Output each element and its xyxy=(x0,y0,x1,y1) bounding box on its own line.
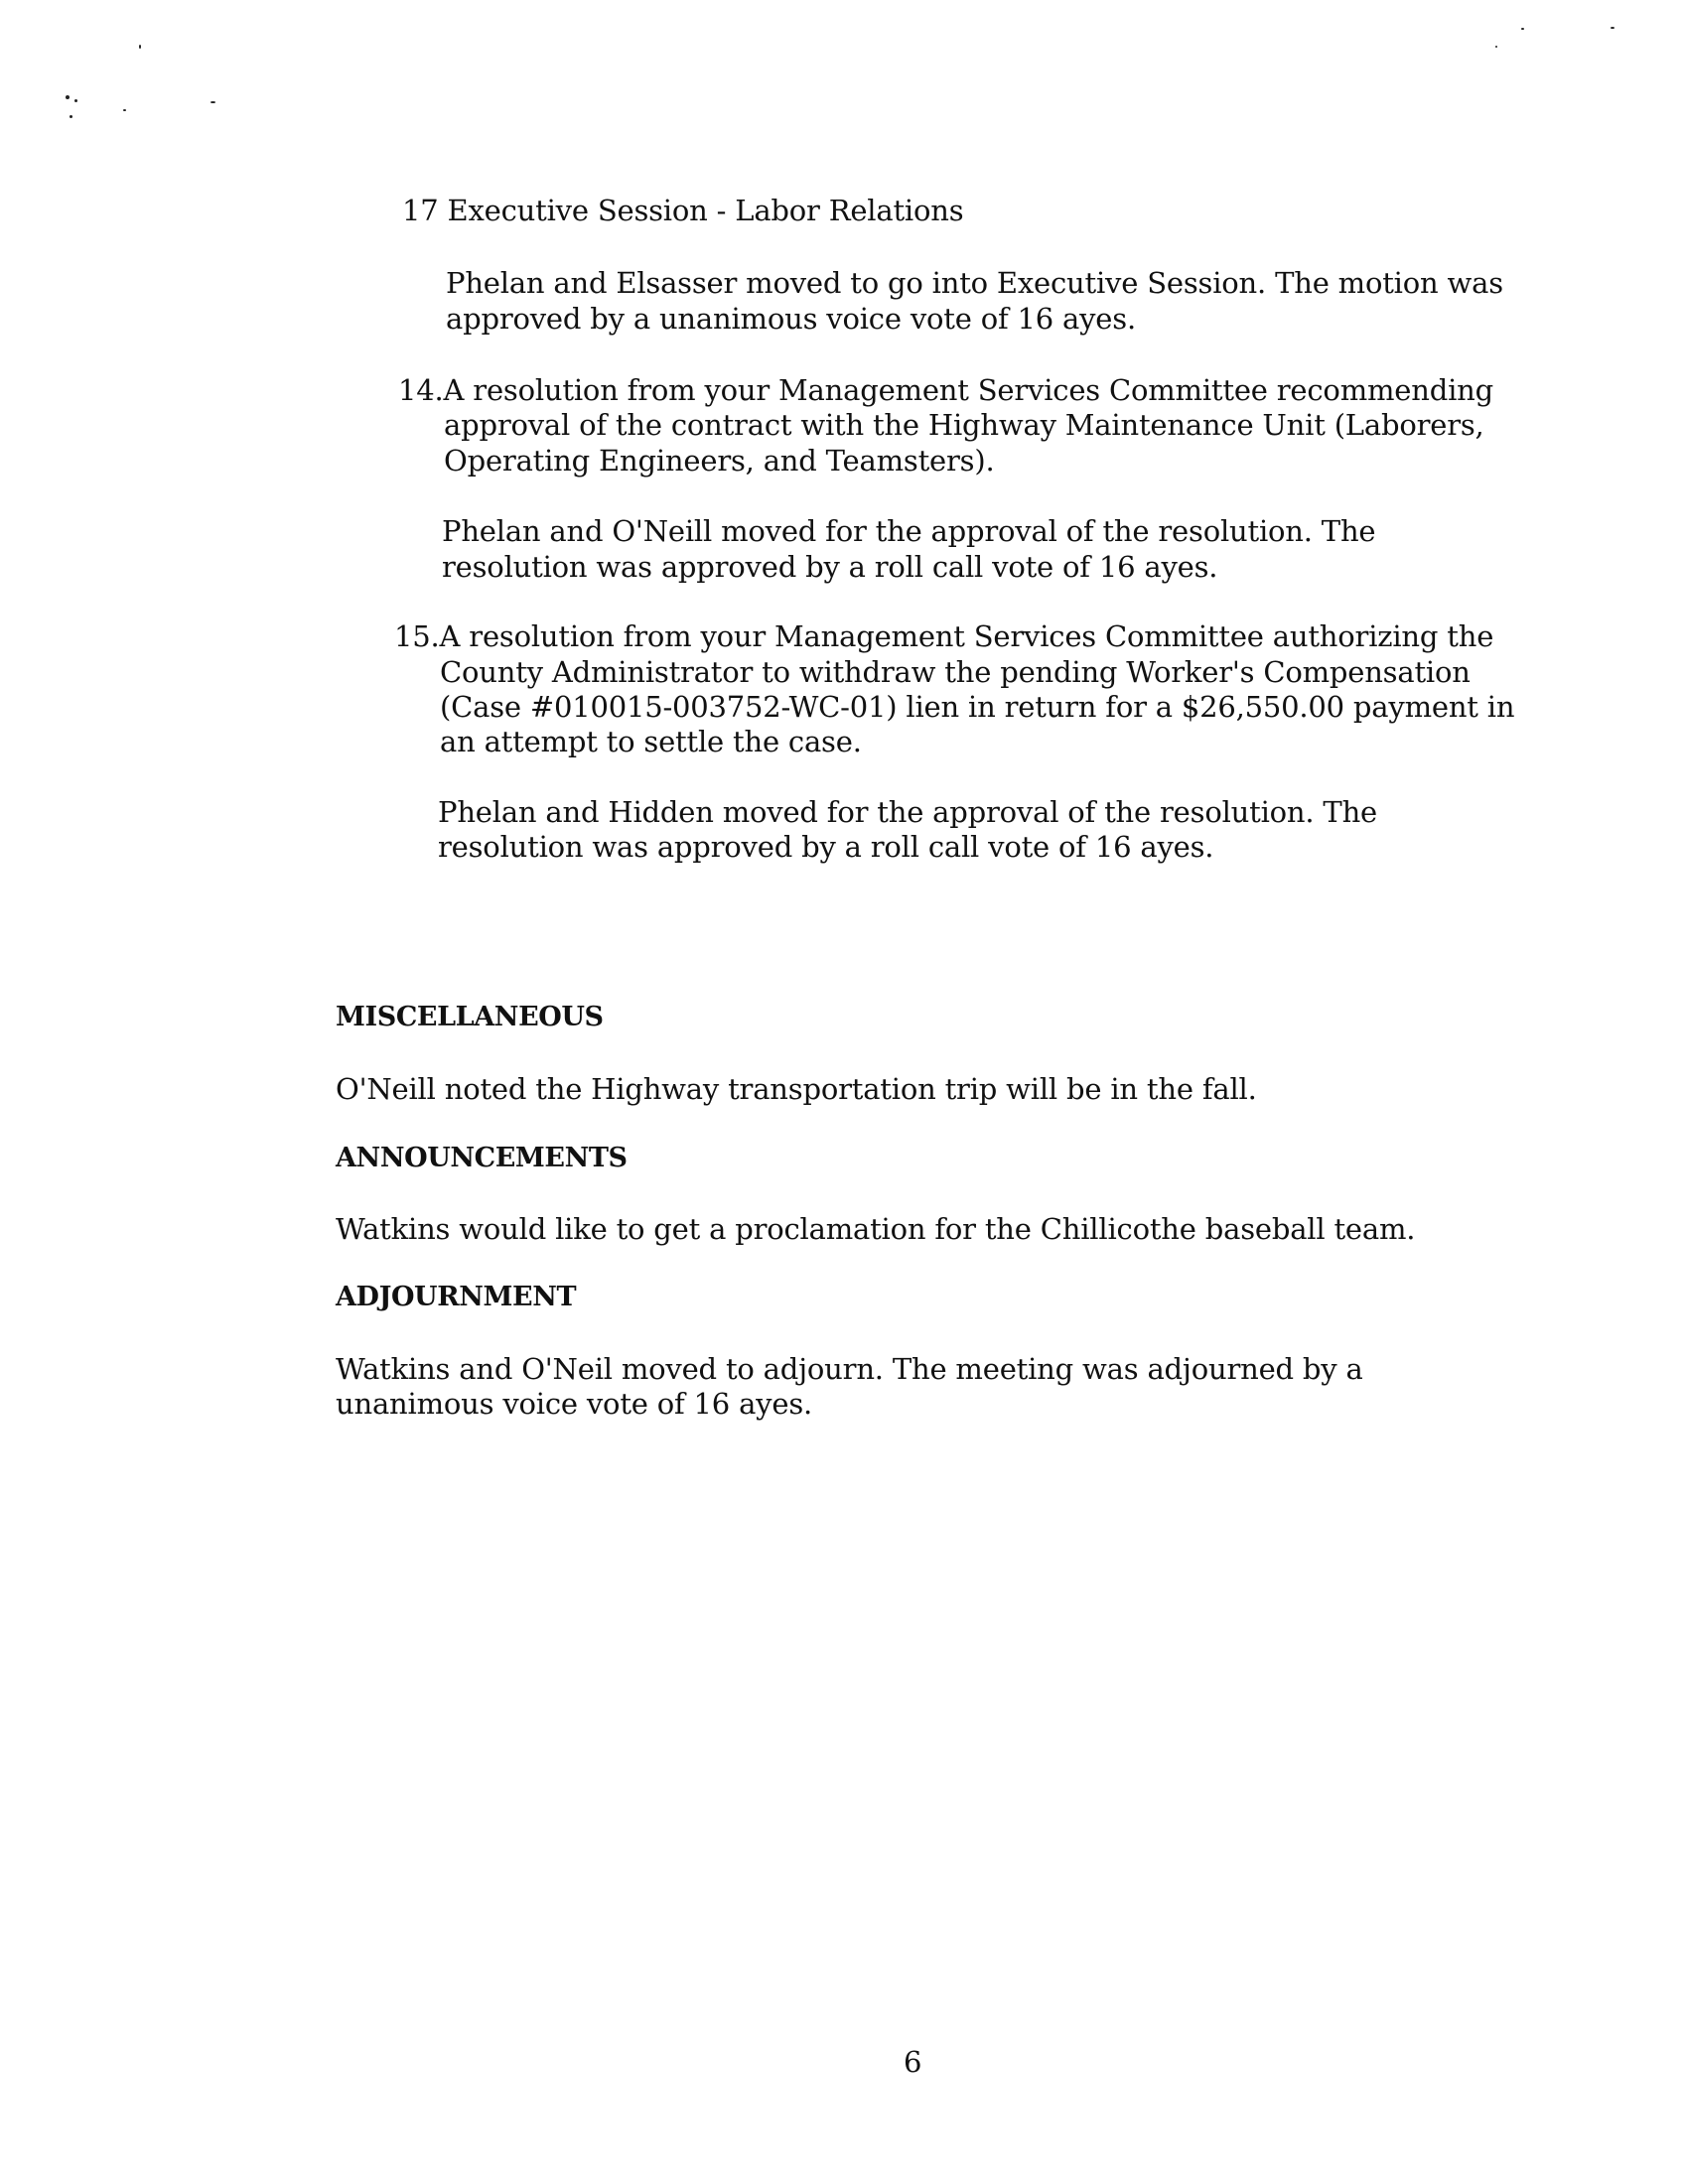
announcements-text: Watkins would like to get a proclamation for the Chillicothe baseball team. xyxy=(336,1212,1416,1246)
scan-speck xyxy=(210,101,215,103)
announcements-heading: ANNOUNCEMENTS xyxy=(336,1143,628,1173)
item-14-resolution-line-1: 14.A resolution from your Management Services Committee recommending xyxy=(398,373,1494,407)
adjournment-text-line-1: Watkins and O'Neil moved to adjourn. The meeting was adjourned by a xyxy=(336,1352,1363,1386)
scan-speck xyxy=(1611,27,1614,29)
scan-speck xyxy=(139,45,141,49)
scan-speck xyxy=(1521,28,1524,30)
item-14-resolution-line-3: Operating Engineers, and Teamsters). xyxy=(444,444,995,478)
item-17-motion-line-2: approved by a unanimous voice vote of 16 ayes. xyxy=(446,302,1136,336)
item-15-resolution-line-4: an attempt to settle the case. xyxy=(440,725,862,758)
item-14-motion-line-2: resolution was approved by a roll call vote of 16 ayes. xyxy=(442,550,1218,584)
scan-speck xyxy=(123,109,126,111)
item-15-resolution-line-3: (Case #010015-003752-WC-01) lien in return for a $26,550.00 payment in xyxy=(440,690,1515,724)
scan-speck xyxy=(66,95,70,99)
scan-speck xyxy=(70,115,72,118)
scan-speck xyxy=(1495,46,1497,48)
item-15-motion-line-1: Phelan and Hidden moved for the approval of the resolution. The xyxy=(438,795,1378,829)
scan-speck xyxy=(74,99,77,102)
miscellaneous-heading: MISCELLANEOUS xyxy=(336,1002,604,1032)
adjournment-text-line-2: unanimous voice vote of 16 ayes. xyxy=(336,1387,813,1421)
item-15-resolution-line-2: County Administrator to withdraw the pending Worker's Compensation xyxy=(440,655,1471,689)
page-number: 6 xyxy=(904,2045,922,2079)
adjournment-heading: ADJOURNMENT xyxy=(336,1282,577,1312)
item-14-motion-line-1: Phelan and O'Neill moved for the approval of the resolution. The xyxy=(442,514,1376,548)
item-17-motion-line-1: Phelan and Elsasser moved to go into Executive Session. The motion was xyxy=(446,266,1503,300)
item-14-resolution-line-2: approval of the contract with the Highway Maintenance Unit (Laborers, xyxy=(444,408,1484,442)
item-15-resolution-line-1: 15.A resolution from your Management Services Committee authorizing the xyxy=(394,619,1494,653)
item-17-title: 17 Executive Session - Labor Relations xyxy=(402,194,964,227)
miscellaneous-text: O'Neill noted the Highway transportation trip will be in the fall. xyxy=(336,1072,1257,1106)
item-15-motion-line-2: resolution was approved by a roll call vote of 16 ayes. xyxy=(438,830,1214,864)
